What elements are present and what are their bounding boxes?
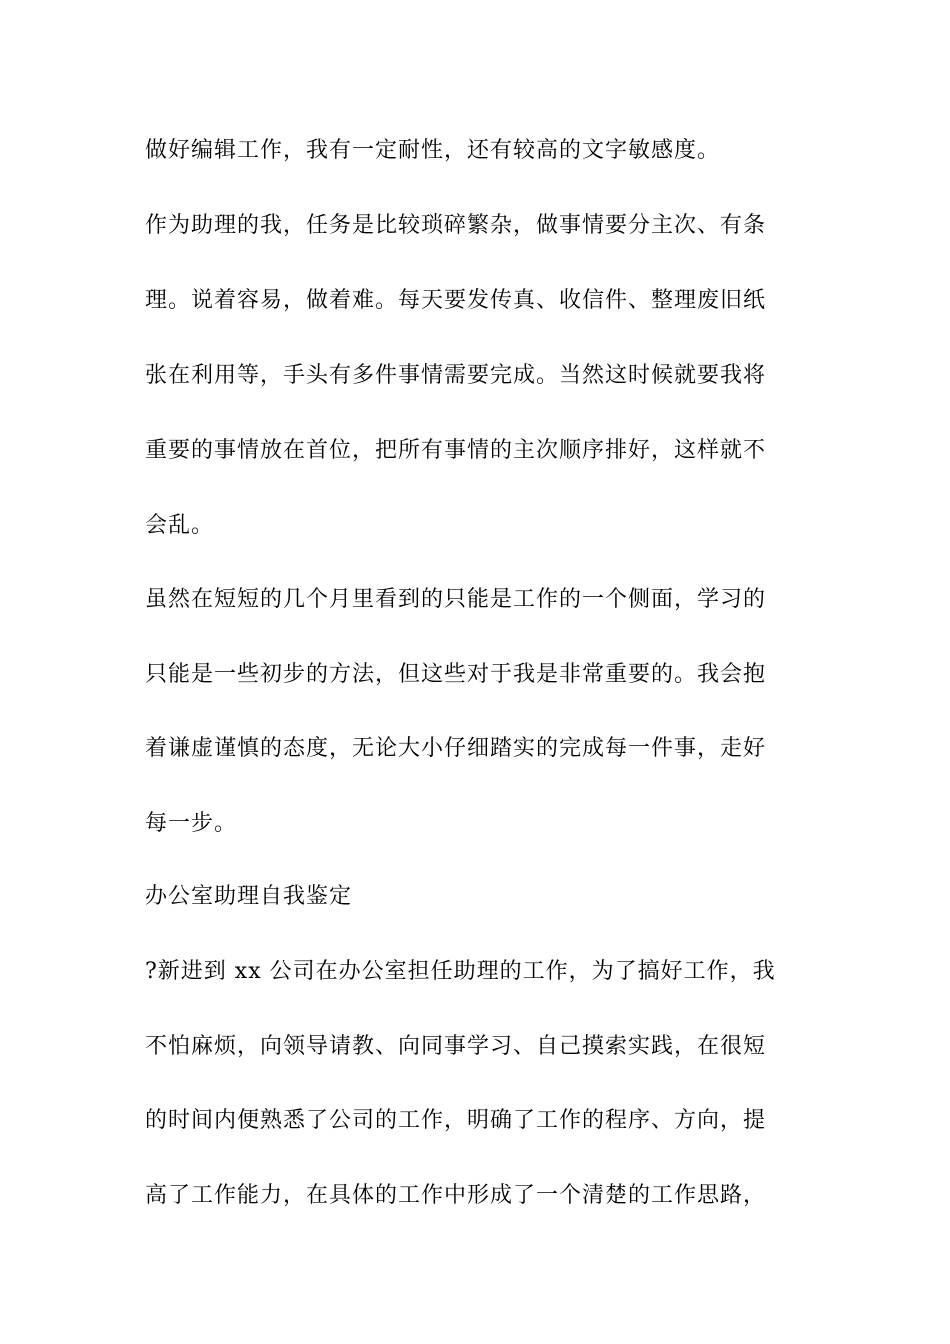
text-line: 理。说着容易，做着难。每天要发传真、收信件、整理废旧纸 xyxy=(145,288,767,313)
text-line: 会乱。 xyxy=(145,513,215,538)
text-line: 不怕麻烦，向领导请教、向同事学习、自己摸索实践，在很短 xyxy=(145,1034,767,1059)
text-line: 着谦虚谨慎的态度，无论大小仔细踏实的完成每一件事，走好 xyxy=(145,736,767,761)
text-line: 重要的事情放在首位，把所有事情的主次顺序排好，这样就不 xyxy=(145,438,767,463)
text-line: 张在利用等，手头有多件事情需要完成。当然这时候就要我将 xyxy=(145,363,767,388)
text-line: 虽然在短短的几个月里看到的只能是工作的一个侧面，学习的 xyxy=(145,587,767,612)
text-line: 作为助理的我，任务是比较琐碎繁杂，做事情要分主次、有条 xyxy=(145,213,767,238)
text-line: 做好编辑工作，我有一定耐性，还有较高的文字敏感度。 xyxy=(145,138,721,163)
text-line: ?新进到 xx 公司在办公室担任助理的工作，为了搞好工作，我 xyxy=(145,959,776,984)
section-heading: 办公室助理自我鉴定 xyxy=(145,884,353,909)
text-line: 高了工作能力，在具体的工作中形成了一个清楚的工作思路， xyxy=(145,1183,767,1208)
text-line: 的时间内便熟悉了公司的工作，明确了工作的程序、方向，提 xyxy=(145,1108,767,1133)
text-line: 只能是一些初步的方法，但这些对于我是非常重要的。我会抱 xyxy=(145,662,767,687)
text-line: 每一步。 xyxy=(145,811,238,836)
